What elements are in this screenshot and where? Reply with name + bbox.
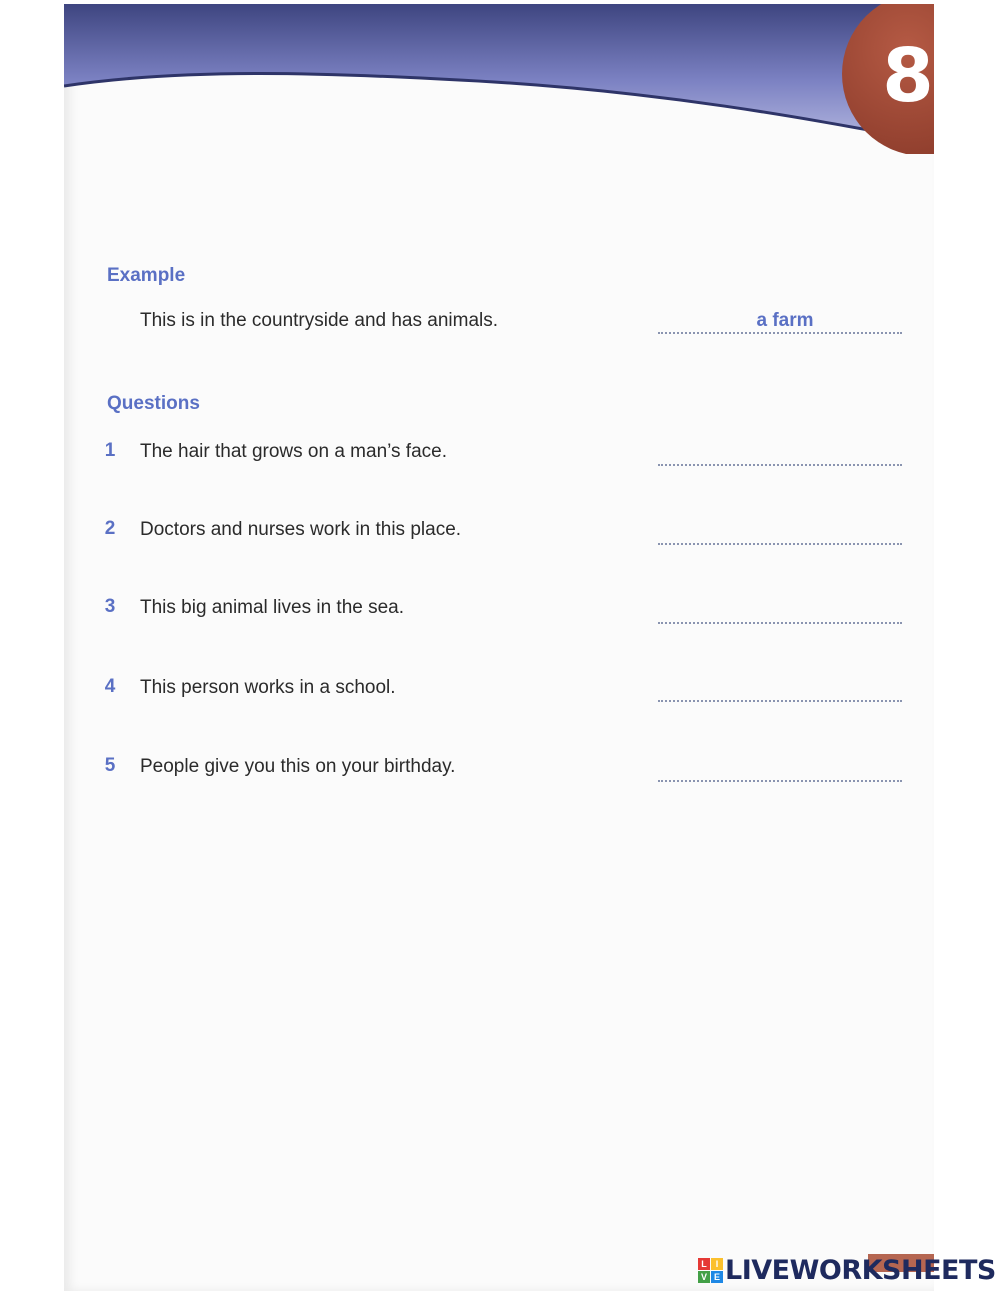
question-number: 3 [104,596,116,617]
answer-field[interactable] [658,464,902,466]
question-number: 5 [104,755,116,776]
logo-letter: E [711,1271,723,1283]
answer-field[interactable] [658,700,902,702]
answer-field[interactable] [658,543,902,545]
watermark-text: LIVEWORKSHEETS [725,1254,996,1286]
header-banner [64,4,934,154]
example-text: This is in the countryside and has animals. [140,310,499,331]
question-text: This person works in a school. [140,677,396,698]
question-number: 4 [104,676,116,697]
liveworksheets-watermark [698,1254,996,1286]
question-number: 2 [104,518,116,539]
liveworksheets-logo [698,1258,723,1283]
question-number: 1 [104,440,116,461]
logo-letter: L [698,1258,710,1270]
questions-heading: Questions [107,393,200,414]
question-text: Doctors and nurses work in this place. [140,519,462,540]
question-text: People give you this on your birthday. [140,756,456,777]
answer-field[interactable] [658,622,902,624]
question-text: The hair that grows on a man’s face. [140,441,447,462]
question-text: This big animal lives in the sea. [140,597,405,618]
unit-number: 8 [882,33,934,119]
worksheet-page [64,4,934,1291]
logo-letter: V [698,1271,710,1283]
answer-field[interactable] [658,780,902,782]
example-answer-line [658,332,902,334]
logo-letter: I [711,1258,723,1270]
example-heading: Example [107,265,186,286]
example-answer: a farm [756,310,814,331]
